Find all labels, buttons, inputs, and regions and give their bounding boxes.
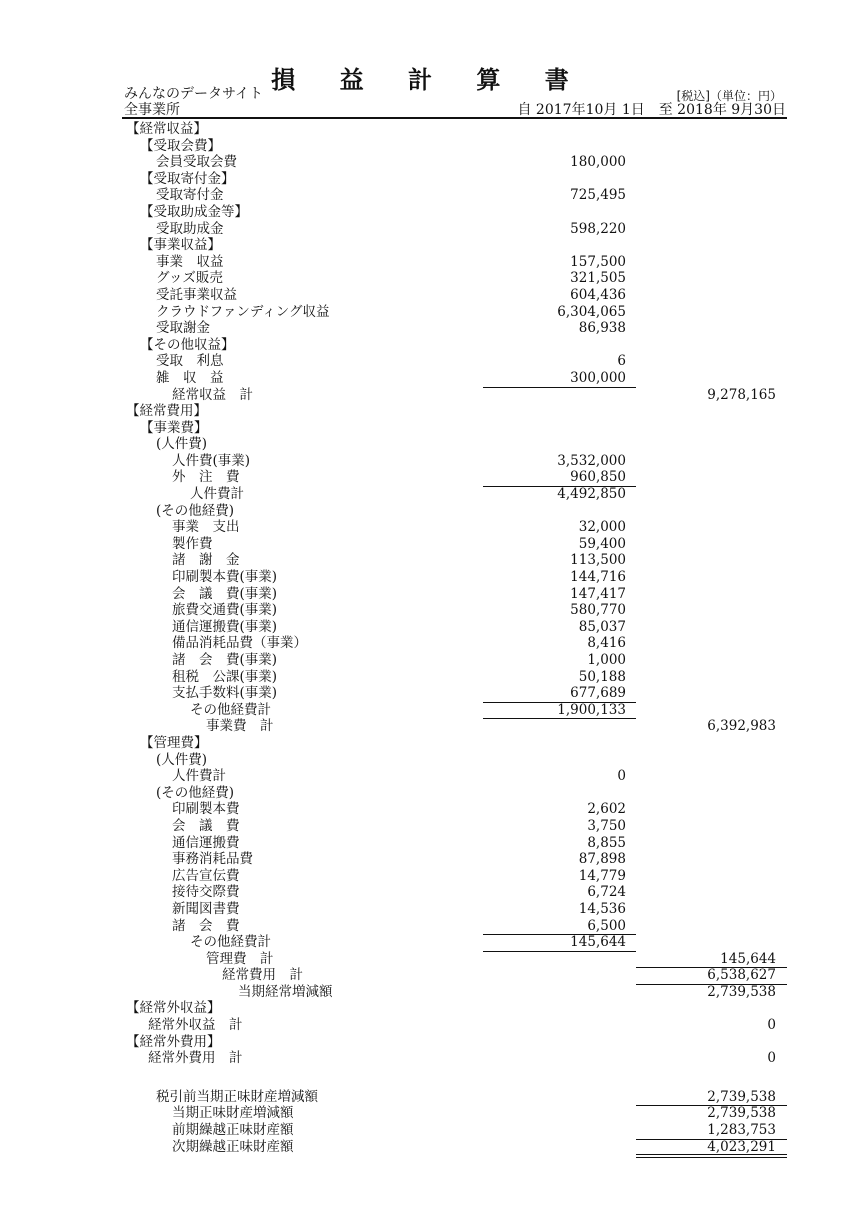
statement-row: [0, 154, 858, 171]
account-label: 諸 会 費(事業): [172, 652, 278, 668]
statement-row: [0, 818, 858, 835]
statement-row: [0, 254, 858, 271]
report-title: 損 益 計 算 書: [271, 66, 587, 94]
amount-detail: 6: [617, 353, 626, 370]
statement-row: [0, 353, 858, 370]
amount-total: 9,278,165: [707, 386, 776, 403]
amount-detail: 677,689: [570, 685, 626, 702]
statement-row: [0, 868, 858, 885]
amount-detail: 1,900,133: [557, 701, 626, 718]
statement-body: [0, 121, 858, 1155]
account-label: 【受取会費】: [140, 137, 221, 154]
account-label: (人件費): [156, 751, 208, 768]
statement-row: [0, 984, 858, 1001]
statement-row: [0, 370, 858, 387]
amount-total: 1,283,753: [707, 1122, 776, 1139]
statement-row: [0, 951, 858, 968]
account-label: 印刷製本費: [172, 801, 240, 818]
amount-detail: 0: [617, 768, 626, 785]
account-label: 新聞図書費: [172, 900, 240, 917]
account-label: その他経費計: [190, 701, 271, 718]
account-label: 【その他収益】: [140, 336, 235, 353]
account-label: 次期繰越正味財産額: [172, 1138, 294, 1155]
statement-row: [0, 237, 858, 254]
statement-row: [0, 1017, 858, 1034]
account-label: (その他経費): [156, 502, 235, 519]
statement-row: [0, 602, 858, 619]
account-label: 会員受取会費: [156, 154, 237, 171]
account-label: (人件費): [156, 436, 208, 453]
statement-row: [0, 1034, 858, 1051]
statement-row: [0, 337, 858, 354]
account-label: 受託事業収益: [156, 286, 237, 303]
amount-detail: 604,436: [570, 286, 626, 303]
header-rule: [122, 117, 787, 119]
account-label: 広告宣伝費: [172, 867, 240, 884]
account-label: 通信運搬費(事業): [172, 618, 278, 635]
amount-detail: 321,505: [570, 270, 626, 287]
statement-row: [0, 552, 858, 569]
account-label: 製作費: [172, 535, 213, 552]
account-label: 経常収益 計: [172, 386, 253, 403]
statement-row: [0, 652, 858, 669]
statement-row: [0, 901, 858, 918]
account-label: 接待交際費: [172, 884, 240, 901]
amount-detail: 725,495: [570, 187, 626, 204]
amount-detail: 1,000: [587, 652, 626, 668]
account-label: 【事業収益】: [140, 237, 221, 254]
statement-row: [0, 204, 858, 221]
account-label: 【経常外収益】: [126, 1000, 221, 1017]
amount-detail: 86,938: [578, 320, 626, 337]
account-label: 雑 収 益: [156, 369, 224, 386]
amount-detail: 300,000: [570, 369, 626, 386]
account-label: クラウドファンディング収益: [156, 303, 330, 320]
amount-detail: 59,400: [578, 535, 626, 552]
account-label: 人件費計: [172, 768, 226, 785]
amount-detail: 8,855: [587, 834, 626, 851]
amount-detail: 145,644: [570, 934, 626, 951]
amount-total: 2,739,538: [707, 983, 776, 1000]
account-label: 事業 支出: [172, 519, 240, 536]
account-label: 【管理費】: [140, 734, 208, 751]
amount-detail: 6,724: [587, 884, 626, 901]
statement-row: [0, 619, 858, 636]
statement-row: [0, 967, 858, 984]
amount-detail: 4,492,850: [557, 486, 626, 503]
statement-row: [0, 685, 858, 702]
statement-row: [0, 1139, 858, 1156]
organization-name: みんなのデータサイト: [124, 86, 264, 102]
amount-total: 145,644: [720, 950, 776, 967]
statement-row: [0, 304, 858, 321]
amount-total: 4,023,291: [707, 1138, 776, 1155]
account-label: 会 議 費(事業): [172, 585, 278, 602]
account-label: 外 注 費: [172, 469, 240, 486]
amount-detail: 85,037: [578, 618, 626, 635]
statement-row: [0, 486, 858, 503]
account-label: 諸 謝 金: [172, 552, 240, 569]
amount-detail: 50,188: [578, 668, 626, 685]
amount-detail: 6,304,065: [557, 303, 626, 320]
amount-detail: 580,770: [570, 602, 626, 619]
statement-row: [0, 785, 858, 802]
statement-row: [0, 768, 858, 785]
account-label: その他経費計: [190, 934, 271, 951]
amount-total: 2,739,538: [707, 1088, 776, 1105]
amount-detail: 3,750: [587, 817, 626, 834]
amount-detail: 32,000: [578, 519, 626, 536]
statement-row: [0, 884, 858, 901]
statement-row: [0, 420, 858, 437]
statement-row: [0, 270, 858, 287]
statement-row: [0, 669, 858, 686]
spacer-row: [0, 1067, 858, 1089]
amount-detail: 14,779: [578, 867, 626, 884]
statement-row: [0, 387, 858, 404]
account-label: 受取寄付金: [156, 187, 224, 204]
account-label: 支払手数料(事業): [172, 685, 278, 702]
statement-row: [0, 536, 858, 553]
amount-total: 0: [767, 1017, 776, 1034]
amount-total: 0: [767, 1050, 776, 1067]
amount-detail: 157,500: [570, 253, 626, 270]
statement-row: [0, 519, 858, 536]
statement-row: [0, 453, 858, 470]
statement-row: [0, 934, 858, 951]
account-label: 前期繰越正味財産額: [172, 1122, 294, 1139]
statement-row: [0, 1050, 858, 1067]
statement-row: [0, 801, 858, 818]
account-label: 【受取寄付金】: [140, 170, 235, 187]
statement-row: [0, 752, 858, 769]
amount-detail: 6,500: [587, 917, 626, 934]
amount-detail: 180,000: [570, 154, 626, 171]
statement-row: [0, 503, 858, 520]
account-label: 受取謝金: [156, 320, 210, 337]
account-label: 経常費用 計: [222, 967, 303, 984]
account-label: 諸 会 費: [172, 917, 240, 934]
statement-row: [0, 1089, 858, 1106]
statement-row: [0, 221, 858, 238]
statement-row: [0, 187, 858, 204]
account-label: 事業費 計: [206, 718, 274, 735]
amount-detail: 147,417: [570, 585, 626, 602]
account-label: 【経常外費用】: [126, 1033, 221, 1050]
amount-detail: 144,716: [570, 569, 626, 586]
subtotal-rule: [483, 387, 636, 388]
amount-total: 6,392,983: [707, 718, 776, 735]
account-label: 税引前当期正味財産増減額: [156, 1088, 318, 1105]
account-label: 受取助成金: [156, 220, 224, 237]
account-label: 受取 利息: [156, 353, 224, 370]
account-label: グッズ販売: [156, 270, 223, 287]
account-label: 会 議 費: [172, 817, 240, 834]
statement-row: [0, 138, 858, 155]
statement-row: [0, 918, 858, 935]
amount-detail: 2,602: [587, 801, 626, 818]
statement-row: [0, 586, 858, 603]
division-label: 全事業所: [124, 102, 180, 118]
account-label: 備品消耗品費（事業）: [172, 635, 307, 652]
account-label: 人件費(事業): [172, 452, 251, 469]
account-label: 通信運搬費: [172, 834, 240, 851]
statement-row: [0, 569, 858, 586]
account-label: 経常外収益 計: [148, 1017, 243, 1034]
statement-row: [0, 287, 858, 304]
tax-unit-note: [税込]（単位：円）: [676, 89, 782, 103]
statement-row: [0, 403, 858, 420]
statement-row: [0, 851, 858, 868]
account-label: 管理費 計: [206, 950, 274, 967]
account-label: 【経常収益】: [126, 121, 207, 137]
account-label: 租税 公課(事業): [172, 668, 278, 685]
statement-row: [0, 121, 858, 138]
account-label: 【受取助成金等】: [140, 203, 248, 220]
amount-detail: 3,532,000: [557, 452, 626, 469]
statement-row: [0, 320, 858, 337]
statement-row: [0, 1122, 858, 1139]
account-label: 事業 収益: [156, 253, 224, 270]
amount-detail: 8,416: [587, 635, 626, 652]
amount-detail: 598,220: [570, 220, 626, 237]
statement-row: [0, 735, 858, 752]
statement-row: [0, 436, 858, 453]
statement-row: [0, 702, 858, 719]
account-label: (その他経費): [156, 784, 235, 801]
account-label: 経常外費用 計: [148, 1050, 243, 1067]
account-label: 印刷製本費(事業): [172, 569, 278, 586]
account-label: 人件費計: [190, 486, 244, 503]
account-label: 当期正味財産増減額: [172, 1105, 294, 1122]
account-label: 【経常費用】: [126, 403, 207, 420]
amount-detail: 113,500: [570, 552, 626, 569]
period-label: 自 2017年10月 1日 至 2018年 9月30日: [517, 102, 786, 118]
statement-row: [0, 1105, 858, 1122]
amount-detail: 87,898: [578, 851, 626, 868]
amount-detail: 14,536: [578, 900, 626, 917]
statement-row: [0, 835, 858, 852]
statement-row: [0, 469, 858, 486]
amount-total: 2,739,538: [707, 1105, 776, 1122]
amount-total: 6,538,627: [707, 967, 776, 984]
account-label: 事務消耗品費: [172, 851, 253, 868]
statement-row: [0, 171, 858, 188]
account-label: 旅費交通費(事業): [172, 602, 278, 619]
account-label: 当期経常増減額: [238, 983, 333, 1000]
statement-row: [0, 718, 858, 735]
account-label: 【事業費】: [140, 419, 208, 436]
statement-row: [0, 1000, 858, 1017]
amount-detail: 960,850: [570, 469, 626, 486]
statement-row: [0, 635, 858, 652]
